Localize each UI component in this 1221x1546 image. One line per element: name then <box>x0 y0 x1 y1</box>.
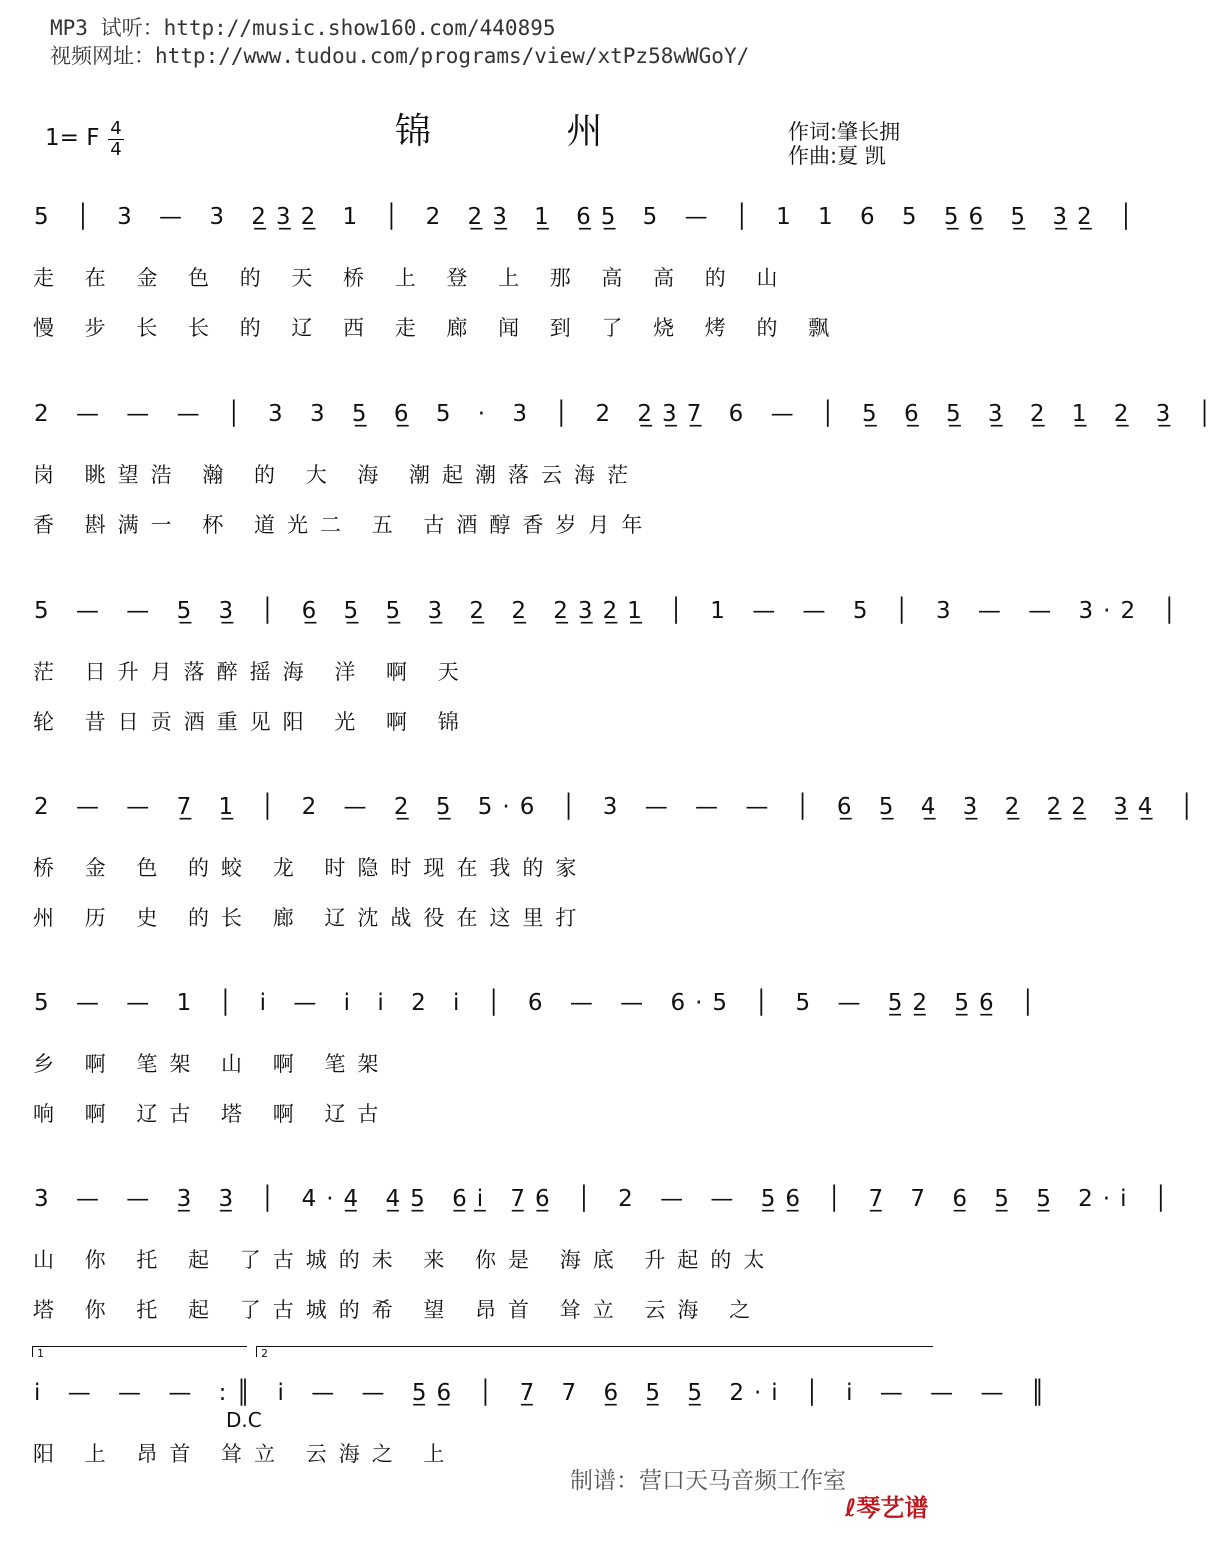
score-row-2 <box>0 397 1221 567</box>
score-row-6 <box>0 1182 1178 1352</box>
volta-first: 1 <box>32 1346 247 1357</box>
lyric-verse-2: 香 斟满一 杯 道光二 五 古酒醇香岁月年 <box>33 513 655 537</box>
video-link[interactable]: 视频网址：http://www.tudou.com/programs/view/xtPz58wWGoY/ <box>50 44 750 68</box>
lyric-verse-2: 响 啊 辽古 塔 啊 辽古 <box>33 1102 391 1126</box>
score-row-4 <box>0 790 1204 960</box>
logo-text: 琴艺谱 <box>856 1494 929 1522</box>
notation-line: 2 — — — │ 3 3 5̲ 6̲ 5 · 3 │ 2 2̲3̲7̲ 6 — │ 5̲ 6̲ 5̲ 3̲ 2̲ 1̲ 2̲ 3̲ │ <box>34 401 1221 427</box>
key-signature: 1= F <box>45 125 100 151</box>
lyric-verse-2: 慢 步 长 长 的 辽 西 走 廊 闻 到 了 烧 烤 的 飘 <box>33 316 842 340</box>
notation-line: 2 — — 7̲ 1̲ │ 2 — 2̲ 5̲ 5·6 │ 3 — — — │ 6̲ 5̲ 4̲ 3̲ 2̲ 2̲2̲ 3̲4̲ │ <box>34 794 1204 820</box>
notation-line: 3 — — 3̲ 3̲ │ 4·4̲ 4̲5̲ 6̲i̲ 7̲6̲ │ 2 — — 5̲6̲ │ 7̲ 7 6̲ 5̲ 5̲ 2·i │ <box>34 1186 1178 1212</box>
mp3-link[interactable]: MP3 试听：http://music.show160.com/440895 <box>50 16 556 40</box>
transcriber-credit: 制谱：营口天马音频工作室 <box>570 1468 846 1494</box>
lyric-verse-1: 阳 上 昂首 耸立 云海之 上 <box>33 1442 457 1466</box>
lyric-verse-2: 轮 昔日贡酒重见阳 光 啊 锦 <box>33 710 471 734</box>
lyric-verse-2: 州 历 史 的长 廊 辽沈战役在这里打 <box>33 906 589 930</box>
site-logo <box>845 1488 928 1523</box>
time-top: 4 <box>110 118 122 139</box>
da-capo-mark: D.C <box>226 1408 262 1432</box>
composer: 作曲:夏 凯 <box>788 144 886 168</box>
lyric-verse-1: 桥 金 色 的蛟 龙 时隐时现在我的家 <box>33 856 589 880</box>
lyric-verse-1: 走 在 金 色 的 天 桥 上 登 上 那 高 高 的 山 <box>33 266 790 290</box>
lyric-verse-1: 山 你 托 起 了古城的未 来 你是 海底 升起的太 <box>33 1248 777 1272</box>
time-signature <box>108 120 124 159</box>
song-title: 锦 州 <box>395 111 665 152</box>
notation-line: i — — — :║ i — — 5̲6̲ │ 7̲ 7 6̲ 5̲ 5̲ 2·i │ i — — — ║ <box>34 1380 1055 1406</box>
notation-line: 5 — — 5̲ 3̲ │ 6̲ 5̲ 5̲ 3̲ 2̲ 2̲ 2̲3̲2̲1̲ │ 1 — — 5 │ 3 — — 3·2 │ <box>34 598 1187 624</box>
lyric-verse-2: 塔 你 托 起 了古城的希 望 昂首 耸立 云海 之 <box>33 1298 763 1322</box>
lyric-verse-1: 乡 啊 笔架 山 啊 笔架 <box>33 1052 391 1076</box>
volta-second: 2 <box>256 1346 933 1357</box>
lyric-verse-1: 茫 日升月落醉摇海 洋 啊 天 <box>33 660 471 684</box>
score-row-1 <box>0 200 1143 370</box>
score-row-3 <box>0 594 1187 764</box>
time-bottom: 4 <box>110 139 122 160</box>
logo-icon: ℓ <box>845 1494 857 1522</box>
notation-line: 5 — — 1 │ i — i i 2 i │ 6 — — 6·5 │ 5 — 5̲2̲ 5̲6̲ │ <box>34 990 1045 1016</box>
score-row-7 <box>0 1376 1055 1546</box>
score-row-5 <box>0 986 1045 1156</box>
lyric-verse-1: 岗 眺望浩 瀚 的 大 海 潮起潮落云海茫 <box>33 463 641 487</box>
notation-line: 5 │ 3 — 3 2̲3̲2̲ 1 │ 2 2̲3̲ 1̲ 6̲5̲ 5 — │ 1 1 6 5 5̲6̲ 5̲ 3̲2̲ │ <box>34 204 1143 230</box>
lyricist: 作词:肇长拥 <box>788 120 901 144</box>
